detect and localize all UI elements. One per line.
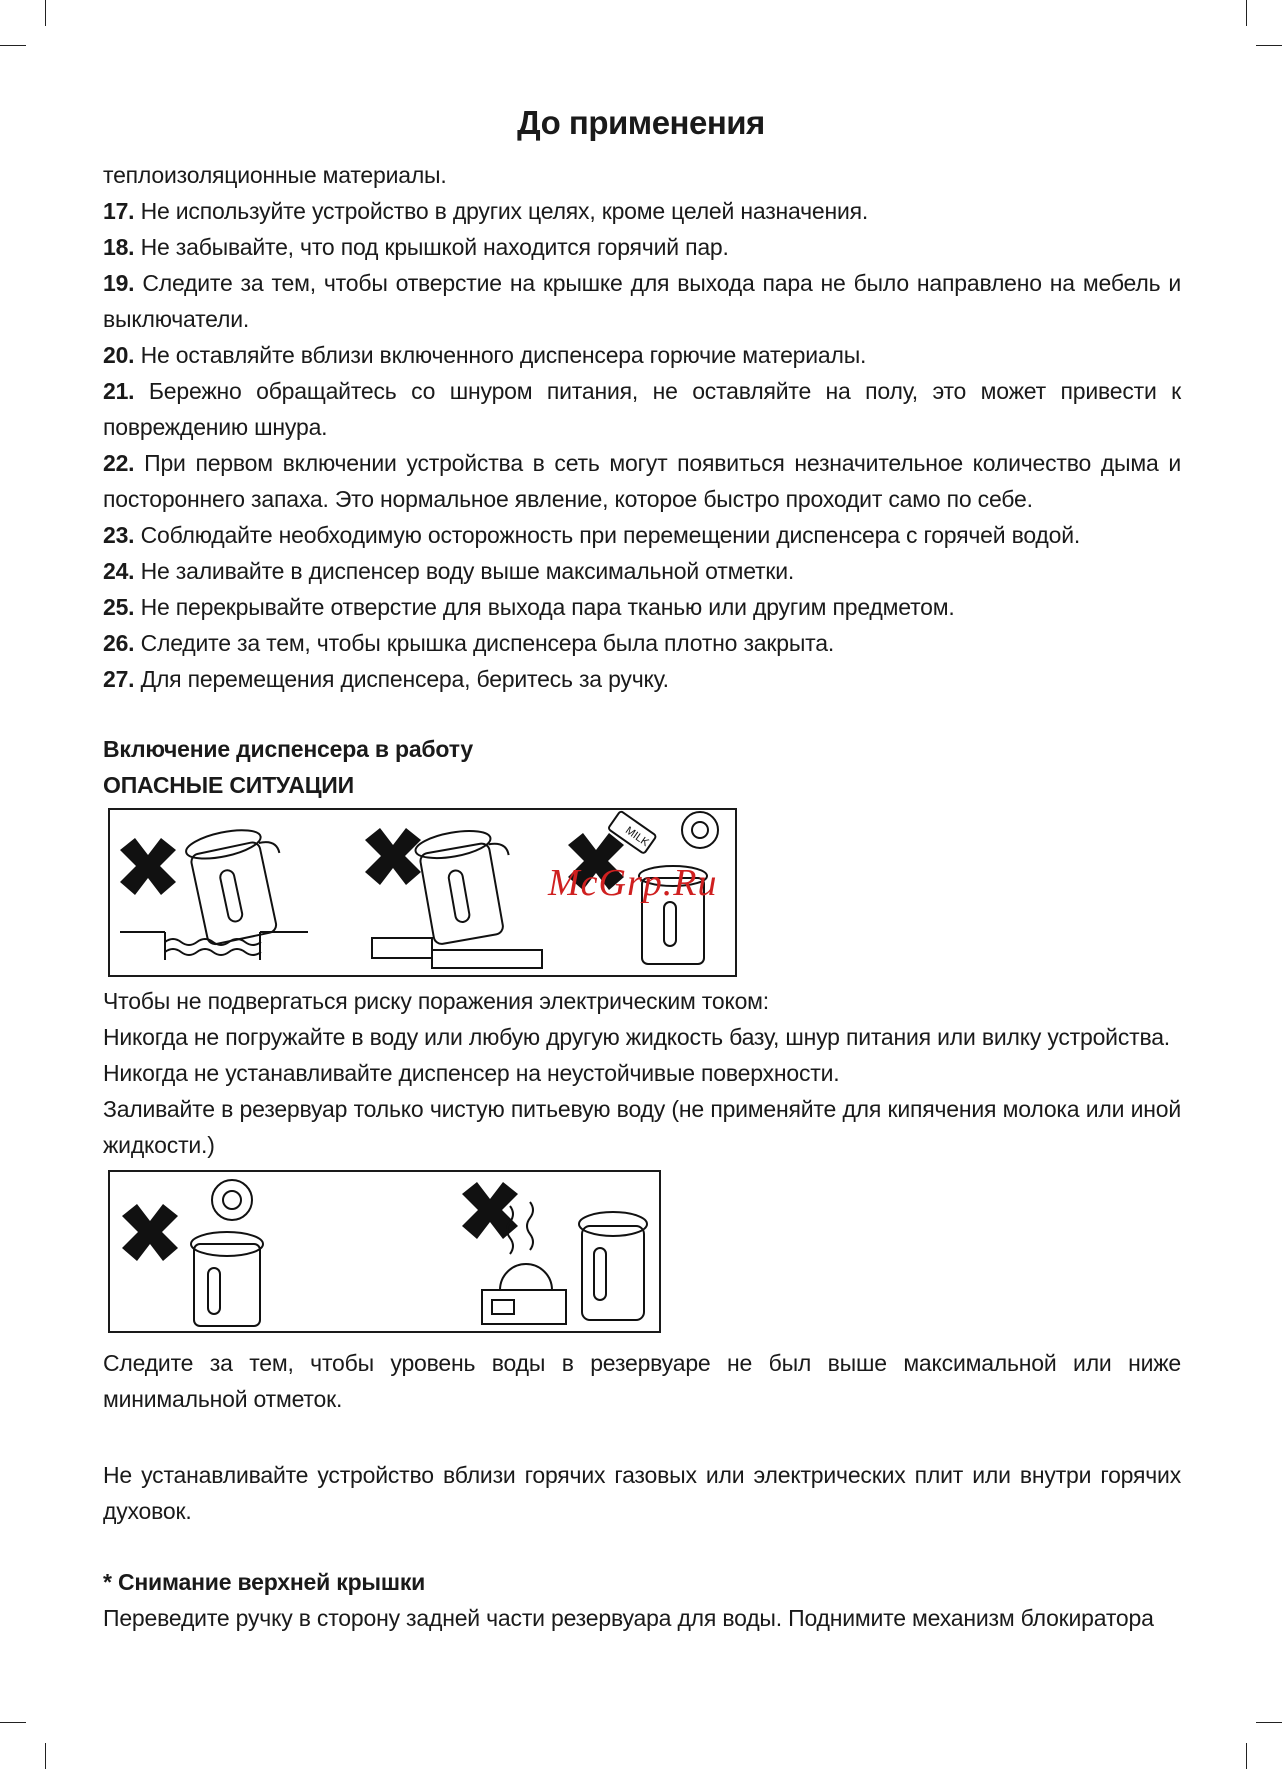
item-text: Для перемещения диспенсера, беритесь за ручку. <box>140 666 669 692</box>
list-item <box>103 337 1181 373</box>
cross-icon <box>120 838 176 895</box>
paragraph: Следите за тем, чтобы уровень воды в резервуаре не был выше максимальной или ниже минимальной отметок. <box>103 1350 1181 1412</box>
section-heading: Включение диспенсера в работу <box>103 736 473 762</box>
item-number: 23. <box>103 522 135 548</box>
crop-mark <box>1256 1722 1282 1723</box>
item-text: Следите за тем, чтобы отверстие на крышке для выхода пара не было направлено на мебель и выключатели. <box>103 270 1181 332</box>
lid-heading: * Снимание верхней крышки <box>103 1569 426 1595</box>
item-text: Не перекрывайте отверстие для выхода пара тканью или другим предметом. <box>140 594 955 620</box>
item-number: 19. <box>103 270 135 296</box>
item-number: 22. <box>103 450 135 476</box>
item-text: Следите за тем, чтобы крышка диспенсера была плотно закрыта. <box>140 630 835 656</box>
list-item <box>103 553 1181 589</box>
cross-icon <box>462 1182 518 1239</box>
lid-removal-section <box>103 1564 1181 1636</box>
crop-mark <box>0 45 26 46</box>
item-text: Не заливайте в диспенсер воду выше максимальной отметки. <box>140 558 795 584</box>
safety-list <box>103 157 1181 697</box>
item-number: 18. <box>103 234 135 260</box>
item-number: 27. <box>103 666 135 692</box>
list-item <box>103 589 1181 625</box>
warning-line: Чтобы не подвергаться риску поражения электрическим током: <box>103 988 769 1014</box>
crop-mark <box>0 1722 26 1723</box>
item-number: 26. <box>103 630 135 656</box>
watermark: McGrp.Ru <box>548 862 718 904</box>
page-title: До применения <box>517 104 765 141</box>
danger-illustration-2 <box>108 1170 661 1333</box>
cross-icon <box>365 828 421 885</box>
item-text: Не забывайте, что под крышкой находится горячий пар. <box>140 234 729 260</box>
milk-label: MILK <box>623 824 651 850</box>
item-text: Соблюдайте необходимую осторожность при перемещении диспенсера с горячей водой. <box>140 522 1081 548</box>
list-item <box>103 193 1181 229</box>
section-headings <box>103 731 1181 803</box>
item-number: 20. <box>103 342 135 368</box>
list-item <box>103 661 1181 697</box>
cross-icon <box>122 1204 178 1261</box>
item-text: Бережно обращайтесь со шнуром питания, не оставляйте на полу, это может привести к повреждению шнура. <box>103 378 1181 440</box>
item-text: Не оставляйте вблизи включенного диспенсера горючие материалы. <box>140 342 867 368</box>
crop-mark <box>1246 1743 1247 1769</box>
item-text: Не используйте устройство в других целях, кроме целей назначения. <box>140 198 869 224</box>
item-number: 24. <box>103 558 135 584</box>
list-item <box>103 373 1181 445</box>
lid-text: Переведите ручку в сторону задней части резервуара для воды. Поднимите механизм блокиратора <box>103 1605 1154 1631</box>
crop-mark <box>45 1743 46 1769</box>
list-item <box>103 445 1181 517</box>
warning-line: Никогда не погружайте в воду или любую другую жидкость базу, шнур питания или вилку устройства. <box>103 1024 1170 1050</box>
list-item <box>103 517 1181 553</box>
warning-line: Заливайте в резервуар только чистую питьевую воду (не применяйте для кипячения молока или иной жидкости.) <box>103 1096 1181 1158</box>
crop-mark <box>1256 45 1282 46</box>
item-number: 17. <box>103 198 135 224</box>
list-item <box>103 229 1181 265</box>
intro-line: теплоизоляционные материалы. <box>103 162 447 188</box>
warnings-block <box>103 983 1181 1163</box>
danger-illustration-2-drawing <box>110 1172 663 1335</box>
list-item <box>103 265 1181 337</box>
item-number: 25. <box>103 594 135 620</box>
crop-mark <box>1246 0 1247 26</box>
placement-note <box>103 1457 1181 1529</box>
paragraph: Не устанавливайте устройство вблизи горячих газовых или электрических плит или внутри горячих духовок. <box>103 1462 1181 1524</box>
water-level-note <box>103 1345 1181 1417</box>
section-subheading: ОПАСНЫЕ СИТУАЦИИ <box>103 772 354 798</box>
crop-mark <box>45 0 46 26</box>
list-item <box>103 625 1181 661</box>
item-number: 21. <box>103 378 135 404</box>
item-text: При первом включении устройства в сеть могут появиться незначительное количество дыма и постороннего запаха. Это нормальное явление, которое быстро проходит само по себе. <box>103 450 1181 512</box>
warning-line: Никогда не устанавливайте диспенсер на неустойчивые поверхности. <box>103 1060 840 1086</box>
